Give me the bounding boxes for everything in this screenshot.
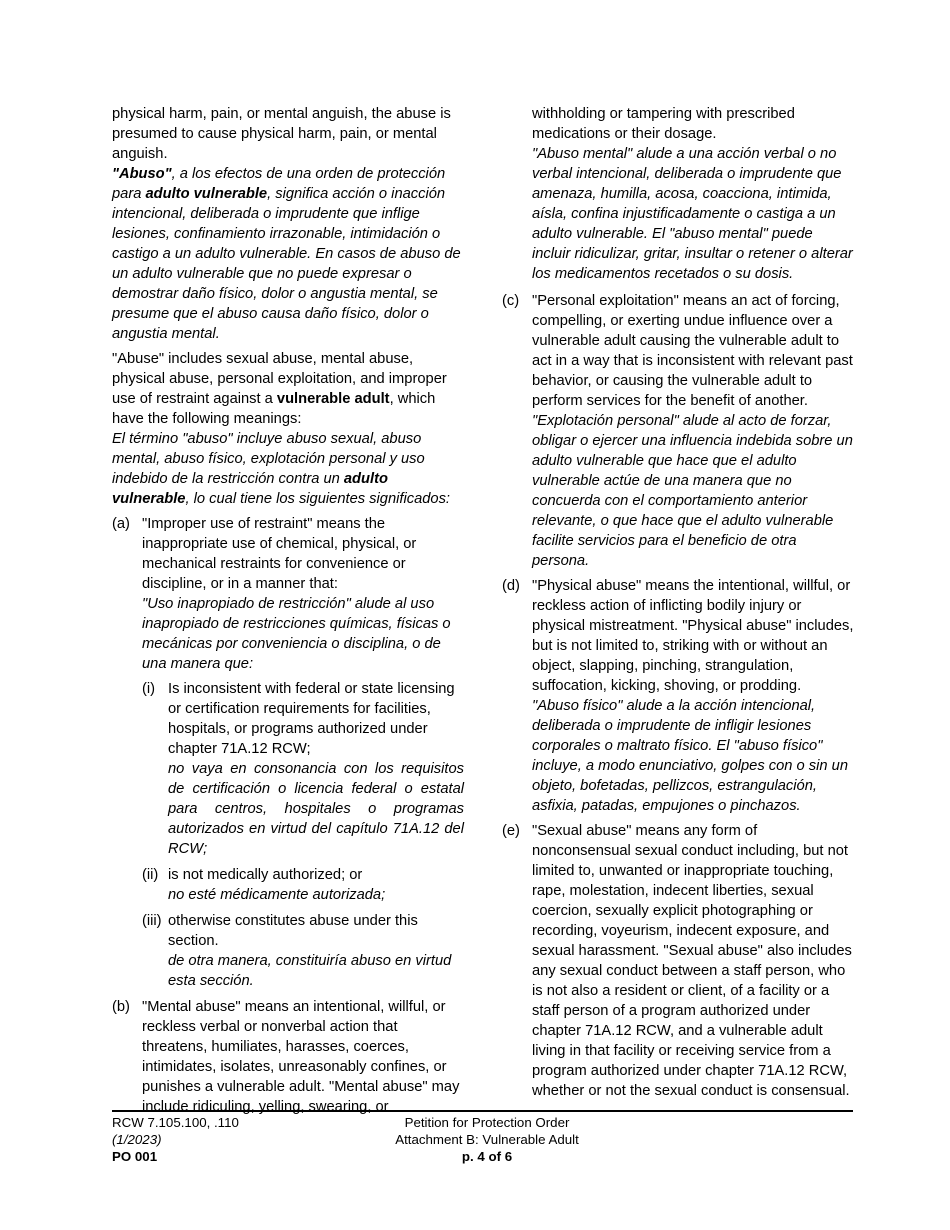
footer-center-block	[112, 1114, 862, 1165]
text-run: , a los efectos de una orden de protección para	[112, 166, 446, 202]
item-b-continuation-en: withholding or tampering with prescribed medications or their dosage.	[532, 106, 795, 142]
list-item-d	[502, 576, 854, 816]
list-item-b-text-en: "Mental abuse" means an intentional, willful, or reckless verbal or nonverbal action that threatens, humiliates, harasses, coerces, intimidates, isolates, unreasonably confines, or punishes a vulnerable adult. "Mental abuse" may include ridiculing, yelling, swearing, or	[142, 999, 460, 1115]
text-run: , significa acción o inacción intencional, deliberada o imprudente que inflige lesiones, confinamiento irrazonable, intimidación o castigo a un adulto vulnerable. En casos de abuso de un adulto vulnerable que no puede expresar o demostrar daño físico, dolor o angustia mental, se presume que el abuso causa daño físico, dolor o angustia mental.	[112, 186, 461, 342]
list-item-ii-text-es: no esté médicamente autorizada;	[168, 887, 386, 903]
text-run: "Abuse" includes sexual abuse, mental abuse, physical abuse, personal exploitation, and improper use of restraint against a	[112, 351, 447, 407]
list-item-e-marker: (e)	[502, 823, 520, 839]
text-run: El término "abuso" incluye abuso sexual, abuso mental, abuso físico, explotación personal y uso indebido de la restricción contra un	[112, 431, 425, 487]
list-item-iii-marker: (iii)	[142, 913, 162, 929]
list-item-d-text-es: "Abuso físico" alude a la acción intencional, deliberada o imprudente de infligir lesiones corporales o maltrato físico. El "abuso físico" incluye, a modo enunciativo, golpes con o sin un objeto, bofetadas, pellizcos, estrangulación, asfixia, patadas, empujones o pinchazos.	[532, 698, 848, 814]
footer-revision-date: (1/2023)	[112, 1132, 162, 1147]
footer-document-title: Petition for Protection Order	[404, 1115, 570, 1130]
footer-form-number: PO 001	[112, 1149, 158, 1164]
list-item-ii-text-en: is not medically authorized; or	[168, 867, 363, 883]
list-item-c-text-en: "Personal exploitation" means an act of forcing, compelling, or exerting undue influence over a vulnerable adult causing the vulnerable adult to act in a way that is inconsistent with relevant past behavior, or causing the vulnerable adult to perform services for the benefit of another.	[532, 293, 853, 409]
list-item-iii-text-en: otherwise constitutes abuse under this section.	[168, 913, 418, 949]
term-abuso: "Abuso"	[112, 166, 172, 182]
list-item-ii	[112, 865, 464, 905]
footer-divider	[112, 1110, 853, 1112]
list-item-a-marker: (a)	[112, 516, 130, 532]
list-item-i-text-en: Is inconsistent with federal or state licensing or certification requirements for facilities, hospitals, or programs authorized under chapter 71A.12 RCW;	[168, 681, 455, 757]
list-item-c-text-es: "Explotación personal" alude al acto de forzar, obligar o ejercer una influencia indebida sobre un adulto vulnerable que hace que el adulto vulnerable actúe de una manera que no concuerda con el comportamiento anterior relevante, o que hace que el adulto vulnerable facilite servicios para el beneficio de otra persona.	[532, 413, 853, 569]
term-adulto-vulnerable: adulto vulnerable	[145, 186, 268, 202]
list-item-b-marker: (b)	[112, 999, 130, 1015]
term-adulto-vulnerable: adulto vulnerable	[112, 471, 388, 507]
list-item-d-marker: (d)	[502, 578, 520, 594]
list-item-e	[502, 821, 854, 1101]
paragraph-abuso-definition-es	[112, 164, 464, 344]
list-item-ii-marker: (ii)	[142, 867, 159, 883]
list-item-c-marker: (c)	[502, 293, 520, 309]
text-run: , which have the following meanings:	[112, 391, 436, 427]
list-item-e-text-en: "Sexual abuse" means any form of nonconsensual sexual conduct including, but not limited to, unwanted or inappropriate touching, rape, molestation, indecent liberties, sexual coercion, sexually explicit photographing or recording, voyeurism, indecent exposure, and sexual harassment. "Sexual abuse" also includes any sexual conduct between a staff person, who is not also a resident or client, of a facility or a staff person of a program authorized under chapter 71A.12 RCW, and a vulnerable adult living in that facility or receiving service from a program authorized under chapter 71A.12 RCW, whether or not the sexual conduct is consensual.	[532, 823, 852, 1099]
item-b-continuation-es: "Abuso mental" alude a una acción verbal o no verbal intencional, deliberada o imprudente que amenaza, humilla, acosa, coacciona, intimida, aísla, confina injustificadamente o castiga a un adulto vulnerable. El "abuso mental" puede incluir ridiculizar, gritar, insultar o retener o alterar los medicamentos recetados o su dosis.	[532, 146, 853, 282]
term-vulnerable-adult: vulnerable adult	[276, 391, 390, 407]
list-item-i	[112, 679, 464, 859]
list-item-b	[112, 997, 464, 1117]
footer-attachment-title: Attachment B: Vulnerable Adult	[395, 1132, 579, 1147]
left-column	[112, 104, 464, 1122]
paragraph-abuse-includes-en	[112, 349, 464, 429]
list-item-iii	[112, 911, 464, 991]
paragraph-abuse-presumption-en: physical harm, pain, or mental anguish, the abuse is presumed to cause physical harm, pain, or mental anguish.	[112, 106, 451, 162]
list-item-a-text-en: "Improper use of restraint" means the inappropriate use of chemical, physical, or mechanical restraints for convenience or discipline, or in a manner that:	[142, 516, 417, 592]
right-column	[502, 104, 854, 1106]
footer-page-number: p. 4 of 6	[461, 1149, 513, 1164]
text-run: , lo cual tiene los siguientes significados:	[185, 491, 450, 507]
footer-rcw-citation: RCW 7.105.100, .110	[112, 1115, 239, 1130]
item-b-continuation	[532, 104, 854, 284]
list-item-i-text-es: no vaya en consonancia con los requisitos de certificación o licencia federal o estatal para centros, hospitales o programas autorizados en virtud del capítulo 71A.12 del RCW;	[168, 761, 464, 857]
paragraph-abuse-includes-es	[112, 429, 464, 509]
list-item-a	[112, 514, 464, 674]
list-item-d-text-en: "Physical abuse" means the intentional, willful, or reckless action of inflicting bodily injury or physical mistreatment. "Physical abuse" includes, but is not limited to, striking with or without an object, slapping, pinching, strangulation, suffocation, kicking, shoving, or prodding.	[532, 578, 854, 694]
list-item-c	[502, 291, 854, 571]
list-item-iii-text-es: de otra manera, constituiría abuso en virtud esta sección.	[168, 953, 452, 989]
list-item-i-marker: (i)	[142, 681, 156, 697]
list-item-a-text-es: "Uso inapropiado de restricción" alude al uso inapropiado de restricciones químicas, físicas o mecánicas por conveniencia o disciplina, o de una manera que:	[142, 596, 451, 672]
